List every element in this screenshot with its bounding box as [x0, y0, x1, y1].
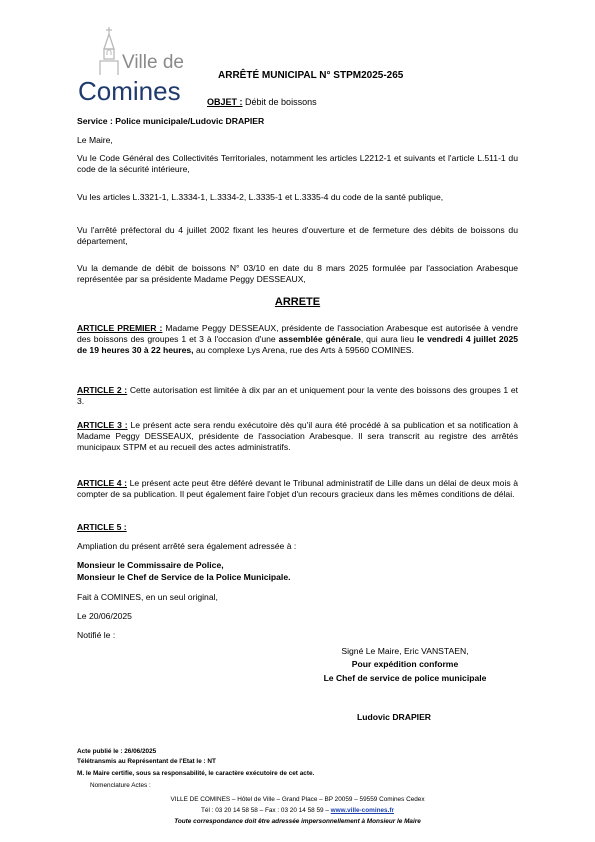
- vu-demande: Vu la demande de débit de boissons N° 03/10 en date du 8 mars 2025 formulée par l'association Arabesque représentée par sa présidente Madame Peggy DESSEAUX,: [77, 263, 518, 284]
- teletransmis: Télétransmis au Représentant de l'Etat le : NT: [77, 758, 216, 765]
- vu-cgct: Vu le Code Général des Collectivités Territoriales, notamment les articles L2212-1 et suivants et l'article L.511-1 du code de la sécurité intérieure,: [77, 153, 518, 174]
- article-4-label: ARTICLE 4 :: [77, 478, 128, 488]
- vu-arrete-prefectoral: Vu l'arrêté préfectoral du 4 juillet 2002 fixant les heures d'ouverture et de fermeture des débits de boissons du département,: [77, 225, 518, 246]
- fait-a: Fait à COMINES, en un seul original,: [77, 592, 218, 602]
- signatory-name: Ludovic DRAPIER: [357, 712, 432, 722]
- objet-label: OBJET :: [207, 97, 243, 107]
- article-3: ARTICLE 3 : Le présent acte sera rendu exécutoire dès qu'il aura été procédé à sa publication et sa notification à Madame Peggy DESSEAUX, présidente de l'association Arabesque. Il sera transcrit au registre des arrêtés municipaux STPM et au recueil des actes administratifs.: [77, 420, 519, 452]
- service-line: Service : Police municipale/Ludovic DRAPIER: [77, 116, 265, 126]
- article-5-label: ARTICLE 5 :: [77, 522, 127, 532]
- acte-publie: Acte publié le : 26/06/2025: [77, 748, 157, 755]
- article-2: ARTICLE 2 : Cette autorisation est limitée à dix par an et uniquement pour la vente des boissons des groupes 1 et 3.: [77, 385, 519, 406]
- signature-maire: Signé Le Maire, Eric VANSTAEN,: [341, 646, 469, 656]
- footer-address: VILLE DE COMINES – Hôtel de Ville – Grand Place – BP 20059 – 59559 Comines Cedex: [170, 796, 425, 803]
- document-date: Le 20/06/2025: [77, 611, 132, 621]
- objet-line: [207, 97, 317, 108]
- certification: M. le Maire certifie, sous sa responsabilité, le caractère exécutoire de cet acte.: [77, 770, 315, 777]
- footer-contact: Tél : 03 20 14 58 58 – Fax : 03 20 14 58 59 – www.ville-comines.fr: [200, 807, 395, 814]
- arrete-heading: ARRETE: [274, 296, 321, 308]
- objet-text: Débit de boissons: [245, 97, 317, 107]
- chef-service-title: Le Chef de service de police municipale: [323, 673, 487, 683]
- church-tower-icon: [94, 25, 124, 75]
- logo-comines-text: Comines: [78, 76, 181, 106]
- article-premier-label: ARTICLE PREMIER :: [77, 323, 163, 333]
- destinataire-commissaire: Monsieur le Commissaire de Police,: [77, 560, 224, 570]
- article-3-label: ARTICLE 3 :: [77, 420, 128, 430]
- website-link[interactable]: www.ville-comines.fr: [330, 807, 395, 814]
- document-title: ARRÊTÉ MUNICIPAL N° STPM2025-265: [218, 70, 404, 81]
- logo-ville-text: Ville de: [122, 52, 184, 73]
- nomenclature: Nomenclature Actes :: [90, 782, 151, 789]
- city-logo: [78, 25, 193, 107]
- article-4: ARTICLE 4 : Le présent acte peut être déféré devant le Tribunal administratif de Lille dans un délai de deux mois à compter de sa publication. Il peut également faire l'objet d'un recours gracieux dans les mêmes conditions de délai.: [77, 478, 519, 499]
- notifie-le: Notifié le :: [77, 630, 116, 640]
- article-premier: ARTICLE PREMIER : Madame Peggy DESSEAUX, présidente de l'association Arabesque est autorisée à vendre des boissons des groupes 1 et 3 à l'occasion d'une assemblée générale, qui aura lieu le vendredi 4 juillet 2025 de 19 heures 30 à 22 heures, au complexe Lys Arena, rue des Arts à 59560 COMINES.: [77, 323, 519, 355]
- le-maire: Le Maire,: [77, 135, 113, 145]
- footer-note: Toute correspondance doit être adressée impersonnellement à Monsieur le Maire: [174, 818, 421, 825]
- article-2-label: ARTICLE 2 :: [77, 385, 128, 395]
- destinataire-chef-service: Monsieur le Chef de Service de la Police Municipale.: [77, 572, 291, 582]
- expedition-conforme: Pour expédition conforme: [351, 659, 459, 669]
- vu-code-sante: Vu les articles L.3321-1, L.3334-1, L.3334-2, L.3335-1 et L.3335-4 du code de la santé publique,: [77, 192, 444, 202]
- ampliation-text: Ampliation du présent arrêté sera également adressée à :: [77, 541, 297, 551]
